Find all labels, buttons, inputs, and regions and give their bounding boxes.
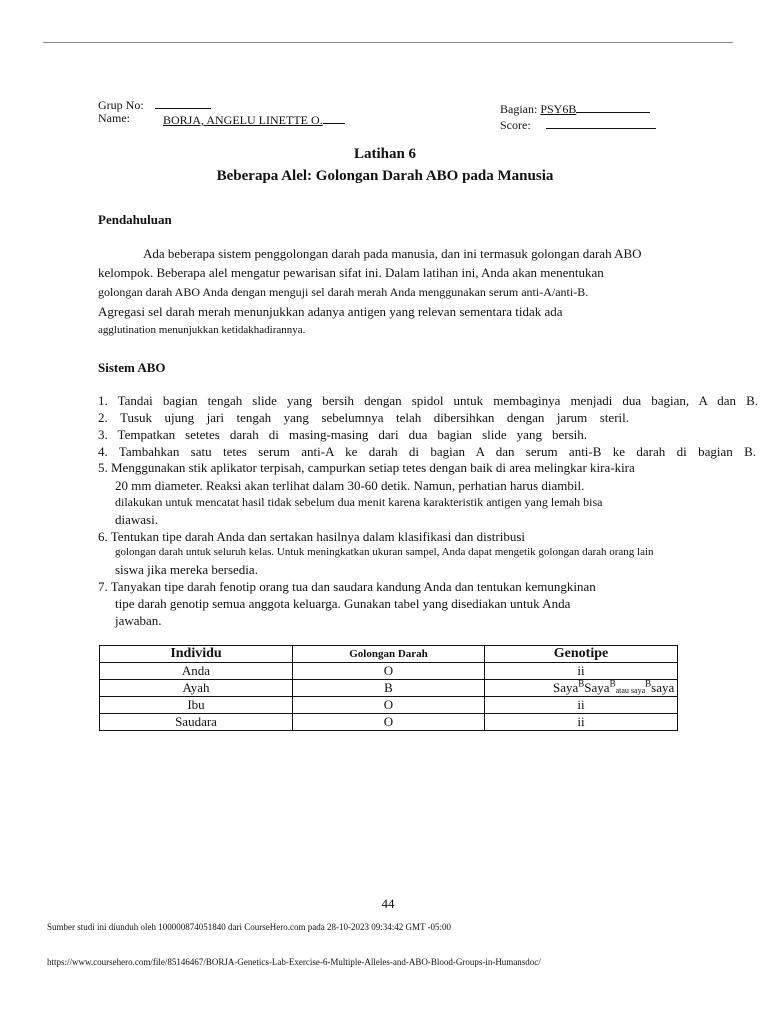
cell-individu: Ibu xyxy=(100,697,293,714)
cell-golongan: B xyxy=(293,680,485,697)
step-5-cont: diawasi. xyxy=(115,512,158,527)
intro-line: golongan darah ABO Anda dengan menguji sel darah merah Anda menggunakan serum anti-A/anti-B. xyxy=(98,285,589,299)
table-row xyxy=(100,714,678,731)
table-row xyxy=(100,697,678,714)
name-label: Name: xyxy=(98,111,130,125)
score-row xyxy=(500,116,656,133)
genotype-table xyxy=(99,645,678,731)
cell-genotipe: Saya$^B$Saya$^B_{atau saya}^B$saya xyxy=(485,680,678,697)
cell-golongan: O xyxy=(293,697,485,714)
step-7: 7. Tanyakan tipe darah fenotip orang tua dan saudara kandung Anda dan tentukan kemungkinan xyxy=(98,579,596,594)
section-value: PSY6B xyxy=(540,102,577,116)
step-7-cont: jawaban. xyxy=(115,613,162,628)
intro-line: agglutination menunjukkan ketidakhadirannya. xyxy=(98,324,306,336)
col-individu: Individu xyxy=(100,646,293,663)
score-blank xyxy=(546,116,656,129)
table-row xyxy=(100,680,678,697)
intro-line: kelompok. Beberapa alel mengatur pewarisan sifat ini. Dalam latihan ini, Anda akan menentukan xyxy=(98,265,604,280)
top-rule xyxy=(43,42,733,43)
col-golongan: Golongan Darah xyxy=(293,646,485,663)
step-3: 3. Tempatkan setetes darah di masing-masing dari dua bagian slide yang bersih. xyxy=(98,427,587,442)
cell-golongan: O xyxy=(293,663,485,680)
footer-source: Sumber studi ini diunduh oleh 100000874051840 dari CourseHero.com pada 28-10-2023 09:34:42 GMT -05:00 xyxy=(47,922,452,932)
step-6-cont: golongan darah untuk seluruh kelas. Untuk meningkatkan ukuran sampel, Anda dapat mengetik golongan darah orang lain xyxy=(115,546,654,558)
step-6-cont: siswa jika mereka bersedia. xyxy=(115,562,258,577)
footer-url[interactable]: https://www.coursehero.com/file/85146467/BORJA-Genetics-Lab-Exercise-6-Multiple-Alleles-and-ABO-Blood-Groups-in-Humansdoc/ xyxy=(47,957,541,967)
step-6: 6. Tentukan tipe darah Anda dan sertakan hasilnya dalam klasifikasi dan distribusi xyxy=(98,529,526,544)
col-genotipe: Genotipe xyxy=(485,646,678,663)
cell-individu: Anda xyxy=(100,663,293,680)
name-value: BORJA, ANGELU LINETTE O. xyxy=(163,111,345,128)
table-header-row xyxy=(100,646,678,663)
step-5-cont: dilakukan untuk mencatat hasil tidak sebelum dua menit karena karakteristik antigen yang lemah bisa xyxy=(115,495,603,509)
page-subtitle: Beberapa Alel: Golongan Darah ABO pada Manusia xyxy=(216,168,554,184)
abo-heading: Sistem ABO xyxy=(98,360,166,375)
group-label-text: Grup No: xyxy=(98,98,144,112)
intro-heading: Pendahuluan xyxy=(98,212,172,227)
score-label: Score: xyxy=(500,118,531,132)
cell-genotipe: ii xyxy=(485,697,678,714)
cell-individu: Saudara xyxy=(100,714,293,731)
step-4: 4. Tambahkan satu tetes serum anti-A ke darah di bagian A dan serum anti-B ke darah di bagian B. xyxy=(98,444,756,459)
table-row xyxy=(100,663,678,680)
section-row xyxy=(500,100,650,117)
cell-genotipe: ii xyxy=(485,663,678,680)
step-5-cont: 20 mm diameter. Reaksi akan terlihat dalam 30-60 detik. Namun, perhatian harus diambil. xyxy=(115,478,585,493)
step-5: 5. Menggunakan stik aplikator terpisah, campurkan setiap tetes dengan baik di area melingkar kira-kira xyxy=(98,460,635,475)
step-1: 1. Tandai bagian tengah slide yang bersih dengan spidol untuk membaginya menjadi dua bagian, A dan B. xyxy=(98,393,758,408)
intro-line: Agregasi sel darah merah menunjukkan adanya antigen yang relevan sementara tidak ada xyxy=(98,304,563,319)
group-blank xyxy=(155,96,211,109)
page-number: 44 xyxy=(381,896,395,911)
cell-genotipe: ii xyxy=(485,714,678,731)
intro-line: Ada beberapa sistem penggolongan darah pada manusia, dan ini termasuk golongan darah ABO xyxy=(143,246,642,261)
section-label: Bagian: xyxy=(500,102,538,116)
step-2: 2. Tusuk ujung jari tengah yang sebelumnya telah dibersihkan dengan jarum steril. xyxy=(98,410,629,425)
name-row xyxy=(98,111,130,126)
step-7-cont: tipe darah genotip semua anggota keluarga. Gunakan tabel yang disediakan untuk Anda xyxy=(115,596,571,611)
page-title: Latihan 6 xyxy=(353,146,417,162)
cell-individu: Ayah xyxy=(100,680,293,697)
cell-golongan: O xyxy=(293,714,485,731)
